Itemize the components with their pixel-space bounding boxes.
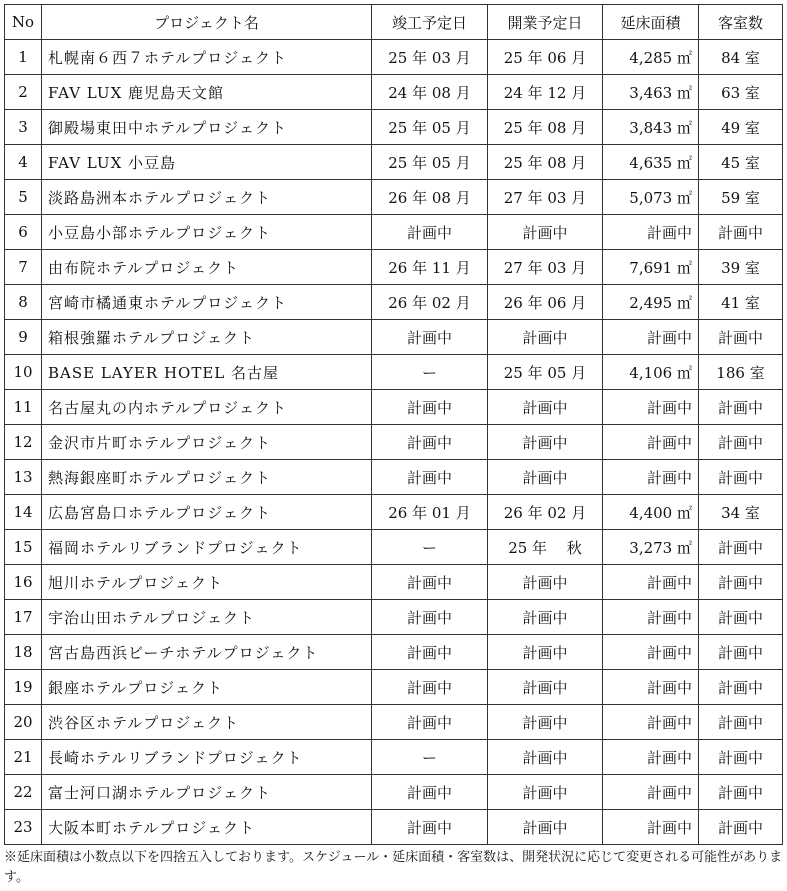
- room-count-cell: 39 室: [699, 250, 783, 285]
- row-number-cell: 12: [5, 425, 42, 460]
- project-name-cell: 宇治山田ホテルプロジェクト: [42, 600, 372, 635]
- row-number-cell: 23: [5, 810, 42, 845]
- floor-area-cell: 3,273 ㎡: [603, 530, 699, 565]
- row-number-cell: 21: [5, 740, 42, 775]
- row-number-cell: 9: [5, 320, 42, 355]
- opening-date-cell: 計画中: [488, 810, 603, 845]
- room-count-cell: 45 室: [699, 145, 783, 180]
- completion-date-cell: 計画中: [372, 320, 488, 355]
- floor-area-cell: 2,495 ㎡: [603, 285, 699, 320]
- opening-date-cell: 計画中: [488, 425, 603, 460]
- room-count-cell: 計画中: [699, 565, 783, 600]
- room-count-cell: 計画中: [699, 215, 783, 250]
- project-name-cell: 札幌南６西７ホテルプロジェクト: [42, 40, 372, 75]
- completion-date-cell: 26 年 08 月: [372, 180, 488, 215]
- opening-date-cell: 24 年 12 月: [488, 75, 603, 110]
- project-name-cell: 宮崎市橘通東ホテルプロジェクト: [42, 285, 372, 320]
- completion-date-cell: 24 年 08 月: [372, 75, 488, 110]
- room-count-cell: 計画中: [699, 810, 783, 845]
- floor-area-cell: 計画中: [603, 635, 699, 670]
- project-name-cell: 富士河口湖ホテルプロジェクト: [42, 775, 372, 810]
- project-name-cell: FAV LUX 小豆島: [42, 145, 372, 180]
- completion-date-cell: 計画中: [372, 215, 488, 250]
- opening-date-cell: 27 年 03 月: [488, 250, 603, 285]
- project-name-cell: 小豆島小部ホテルプロジェクト: [42, 215, 372, 250]
- row-number-cell: 13: [5, 460, 42, 495]
- row-number-cell: 2: [5, 75, 42, 110]
- row-number-cell: 5: [5, 180, 42, 215]
- opening-date-cell: 計画中: [488, 705, 603, 740]
- floor-area-cell: 計画中: [603, 740, 699, 775]
- completion-date-cell: 計画中: [372, 565, 488, 600]
- project-name-cell: 宮古島西浜ビーチホテルプロジェクト: [42, 635, 372, 670]
- project-name-cell: 淡路島洲本ホテルプロジェクト: [42, 180, 372, 215]
- table-row: [5, 705, 783, 740]
- opening-date-cell: 計画中: [488, 460, 603, 495]
- table-row: [5, 495, 783, 530]
- room-count-cell: 計画中: [699, 740, 783, 775]
- row-number-cell: 3: [5, 110, 42, 145]
- project-name-cell: 広島宮島口ホテルプロジェクト: [42, 495, 372, 530]
- room-count-cell: 計画中: [699, 670, 783, 705]
- floor-area-cell: 計画中: [603, 390, 699, 425]
- room-count-cell: 計画中: [699, 775, 783, 810]
- completion-date-cell: 計画中: [372, 600, 488, 635]
- floor-area-cell: 計画中: [603, 705, 699, 740]
- table-row: [5, 565, 783, 600]
- table-row: [5, 40, 783, 75]
- opening-date-cell: 25 年 06 月: [488, 40, 603, 75]
- project-name-cell: FAV LUX 鹿児島天文館: [42, 75, 372, 110]
- table-row: [5, 145, 783, 180]
- header-no: No: [5, 5, 42, 40]
- floor-area-cell: 計画中: [603, 460, 699, 495]
- room-count-cell: 186 室: [699, 355, 783, 390]
- completion-date-cell: 計画中: [372, 460, 488, 495]
- opening-date-cell: 25 年 08 月: [488, 145, 603, 180]
- completion-date-cell: 25 年 05 月: [372, 110, 488, 145]
- table-row: [5, 215, 783, 250]
- row-number-cell: 8: [5, 285, 42, 320]
- room-count-cell: 計画中: [699, 425, 783, 460]
- table-row: [5, 110, 783, 145]
- room-count-cell: 63 室: [699, 75, 783, 110]
- floor-area-cell: 計画中: [603, 320, 699, 355]
- opening-date-cell: 25 年 秋: [488, 530, 603, 565]
- completion-date-cell: 計画中: [372, 670, 488, 705]
- row-number-cell: 22: [5, 775, 42, 810]
- row-number-cell: 14: [5, 495, 42, 530]
- table-row: [5, 460, 783, 495]
- row-number-cell: 19: [5, 670, 42, 705]
- opening-date-cell: 計画中: [488, 390, 603, 425]
- opening-date-cell: 25 年 08 月: [488, 110, 603, 145]
- row-number-cell: 10: [5, 355, 42, 390]
- floor-area-cell: 4,285 ㎡: [603, 40, 699, 75]
- project-name-cell: 福岡ホテルリブランドプロジェクト: [42, 530, 372, 565]
- completion-date-cell: 26 年 01 月: [372, 495, 488, 530]
- table-header-row: [5, 5, 783, 40]
- row-number-cell: 18: [5, 635, 42, 670]
- room-count-cell: 計画中: [699, 705, 783, 740]
- table-row: [5, 635, 783, 670]
- project-name-cell: 渋谷区ホテルプロジェクト: [42, 705, 372, 740]
- table-row: [5, 320, 783, 355]
- project-name-cell: 由布院ホテルプロジェクト: [42, 250, 372, 285]
- opening-date-cell: 計画中: [488, 670, 603, 705]
- table-row: [5, 250, 783, 285]
- opening-date-cell: 計画中: [488, 775, 603, 810]
- project-name-cell: 長崎ホテルリブランドプロジェクト: [42, 740, 372, 775]
- project-name-cell: 銀座ホテルプロジェクト: [42, 670, 372, 705]
- row-number-cell: 16: [5, 565, 42, 600]
- table-row: [5, 180, 783, 215]
- table-row: [5, 775, 783, 810]
- row-number-cell: 15: [5, 530, 42, 565]
- room-count-cell: 計画中: [699, 530, 783, 565]
- floor-area-cell: 計画中: [603, 565, 699, 600]
- completion-date-cell: ー: [372, 355, 488, 390]
- completion-date-cell: ー: [372, 530, 488, 565]
- row-number-cell: 11: [5, 390, 42, 425]
- table-row: [5, 530, 783, 565]
- completion-date-cell: 25 年 03 月: [372, 40, 488, 75]
- hotel-projects-table: [4, 4, 783, 845]
- room-count-cell: 計画中: [699, 460, 783, 495]
- opening-date-cell: 27 年 03 月: [488, 180, 603, 215]
- floor-area-cell: 計画中: [603, 670, 699, 705]
- header-completion-date: 竣工予定日: [372, 5, 488, 40]
- completion-date-cell: 計画中: [372, 635, 488, 670]
- room-count-cell: 41 室: [699, 285, 783, 320]
- project-name-cell: 箱根強羅ホテルプロジェクト: [42, 320, 372, 355]
- floor-area-cell: 4,400 ㎡: [603, 495, 699, 530]
- floor-area-cell: 4,106 ㎡: [603, 355, 699, 390]
- completion-date-cell: 25 年 05 月: [372, 145, 488, 180]
- completion-date-cell: 計画中: [372, 425, 488, 460]
- completion-date-cell: 26 年 02 月: [372, 285, 488, 320]
- opening-date-cell: 計画中: [488, 215, 603, 250]
- room-count-cell: 84 室: [699, 40, 783, 75]
- header-opening-date: 開業予定日: [488, 5, 603, 40]
- project-name-cell: 名古屋丸の内ホテルプロジェクト: [42, 390, 372, 425]
- table-row: [5, 740, 783, 775]
- table-row: [5, 670, 783, 705]
- completion-date-cell: 計画中: [372, 390, 488, 425]
- room-count-cell: 計画中: [699, 635, 783, 670]
- row-number-cell: 17: [5, 600, 42, 635]
- row-number-cell: 4: [5, 145, 42, 180]
- footnote: ※延床面積は小数点以下を四捨五入しております。スケジュール・延床面積・客室数は、開発状況に応じて変更される可能性があります。: [4, 850, 783, 885]
- table-row: [5, 355, 783, 390]
- floor-area-cell: 計画中: [603, 425, 699, 460]
- room-count-cell: 計画中: [699, 600, 783, 635]
- opening-date-cell: 計画中: [488, 740, 603, 775]
- table-row: [5, 75, 783, 110]
- floor-area-cell: 計画中: [603, 810, 699, 845]
- completion-date-cell: 計画中: [372, 810, 488, 845]
- room-count-cell: 計画中: [699, 390, 783, 425]
- table-row: [5, 600, 783, 635]
- completion-date-cell: 26 年 11 月: [372, 250, 488, 285]
- room-count-cell: 59 室: [699, 180, 783, 215]
- project-name-cell: 旭川ホテルプロジェクト: [42, 565, 372, 600]
- completion-date-cell: 計画中: [372, 705, 488, 740]
- floor-area-cell: 計画中: [603, 775, 699, 810]
- completion-date-cell: 計画中: [372, 775, 488, 810]
- project-name-cell: BASE LAYER HOTEL 名古屋: [42, 355, 372, 390]
- floor-area-cell: 計画中: [603, 600, 699, 635]
- floor-area-cell: 3,843 ㎡: [603, 110, 699, 145]
- row-number-cell: 1: [5, 40, 42, 75]
- project-name-cell: 御殿場東田中ホテルプロジェクト: [42, 110, 372, 145]
- opening-date-cell: 計画中: [488, 320, 603, 355]
- opening-date-cell: 25 年 05 月: [488, 355, 603, 390]
- floor-area-cell: 計画中: [603, 215, 699, 250]
- room-count-cell: 49 室: [699, 110, 783, 145]
- table-row: [5, 390, 783, 425]
- opening-date-cell: 計画中: [488, 565, 603, 600]
- row-number-cell: 20: [5, 705, 42, 740]
- header-room-count: 客室数: [699, 5, 783, 40]
- row-number-cell: 6: [5, 215, 42, 250]
- project-name-cell: 金沢市片町ホテルプロジェクト: [42, 425, 372, 460]
- floor-area-cell: 3,463 ㎡: [603, 75, 699, 110]
- row-number-cell: 7: [5, 250, 42, 285]
- table-row: [5, 285, 783, 320]
- header-project-name: プロジェクト名: [42, 5, 372, 40]
- opening-date-cell: 計画中: [488, 635, 603, 670]
- room-count-cell: 計画中: [699, 320, 783, 355]
- floor-area-cell: 4,635 ㎡: [603, 145, 699, 180]
- opening-date-cell: 26 年 06 月: [488, 285, 603, 320]
- room-count-cell: 34 室: [699, 495, 783, 530]
- floor-area-cell: 7,691 ㎡: [603, 250, 699, 285]
- header-floor-area: 延床面積: [603, 5, 699, 40]
- table-row: [5, 425, 783, 460]
- opening-date-cell: 26 年 02 月: [488, 495, 603, 530]
- opening-date-cell: 計画中: [488, 600, 603, 635]
- floor-area-cell: 5,073 ㎡: [603, 180, 699, 215]
- project-name-cell: 熱海銀座町ホテルプロジェクト: [42, 460, 372, 495]
- project-name-cell: 大阪本町ホテルプロジェクト: [42, 810, 372, 845]
- table-row: [5, 810, 783, 845]
- completion-date-cell: ー: [372, 740, 488, 775]
